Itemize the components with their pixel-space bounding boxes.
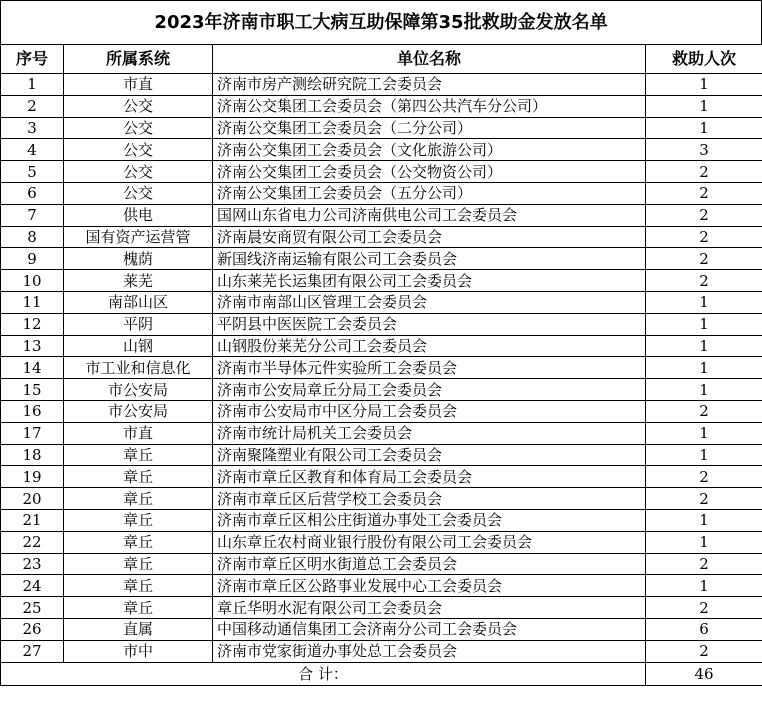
table-row xyxy=(1,204,762,226)
row-index: 1 xyxy=(1,74,64,96)
row-unit-name: 济南聚隆塑业有限公司工会委员会 xyxy=(213,444,646,466)
row-index: 12 xyxy=(1,313,64,335)
row-unit-name: 济南市章丘区后营学校工会委员会 xyxy=(213,488,646,510)
row-index: 16 xyxy=(1,400,64,422)
row-unit-name: 中国移动通信集团工会济南分公司工会委员会 xyxy=(213,618,646,640)
row-index: 24 xyxy=(1,575,64,597)
header-system: 所属系统 xyxy=(64,45,213,74)
row-unit-name: 山东章丘农村商业银行股份有限公司工会委员会 xyxy=(213,531,646,553)
row-system: 章丘 xyxy=(64,553,213,575)
row-count: 1 xyxy=(646,357,762,379)
row-unit-name: 济南市公安局市中区分局工会委员会 xyxy=(213,400,646,422)
row-system: 直属 xyxy=(64,618,213,640)
row-index: 3 xyxy=(1,117,64,139)
table-row xyxy=(1,182,762,204)
row-count: 2 xyxy=(646,248,762,270)
row-count: 2 xyxy=(646,466,762,488)
table-row xyxy=(1,248,762,270)
header-count: 救助人次 xyxy=(646,45,762,74)
table-row xyxy=(1,161,762,183)
row-count: 1 xyxy=(646,531,762,553)
row-unit-name: 济南市统计局机关工会委员会 xyxy=(213,422,646,444)
row-system: 市工业和信息化 xyxy=(64,357,213,379)
row-unit-name: 章丘华明水泥有限公司工会委员会 xyxy=(213,597,646,619)
table-row xyxy=(1,618,762,640)
row-count: 1 xyxy=(646,422,762,444)
row-index: 20 xyxy=(1,488,64,510)
row-unit-name: 新国线济南运输有限公司工会委员会 xyxy=(213,248,646,270)
total-row xyxy=(1,662,762,685)
table-row xyxy=(1,226,762,248)
table-row xyxy=(1,640,762,662)
row-unit-name: 济南市章丘区教育和体育局工会委员会 xyxy=(213,466,646,488)
row-unit-name: 济南市章丘区明水街道总工会委员会 xyxy=(213,553,646,575)
row-count: 1 xyxy=(646,74,762,96)
relief-list-table xyxy=(0,44,762,686)
row-unit-name: 济南公交集团工会委员会（公交物资公司） xyxy=(213,161,646,183)
row-index: 2 xyxy=(1,95,64,117)
row-system: 供电 xyxy=(64,204,213,226)
row-unit-name: 济南市章丘区相公庄街道办事处工会委员会 xyxy=(213,509,646,531)
row-index: 15 xyxy=(1,379,64,401)
row-system: 章丘 xyxy=(64,575,213,597)
row-system: 章丘 xyxy=(64,597,213,619)
row-system: 平阴 xyxy=(64,313,213,335)
total-label: 合 计： xyxy=(1,662,646,685)
row-count: 1 xyxy=(646,313,762,335)
row-count: 2 xyxy=(646,270,762,292)
row-index: 13 xyxy=(1,335,64,357)
row-system: 市公安局 xyxy=(64,400,213,422)
table-row xyxy=(1,335,762,357)
row-unit-name: 济南市南部山区管理工会委员会 xyxy=(213,291,646,313)
total-value: 46 xyxy=(646,662,762,685)
row-system: 市直 xyxy=(64,422,213,444)
row-unit-name: 济南市党家街道办事处总工会委员会 xyxy=(213,640,646,662)
table-row xyxy=(1,531,762,553)
row-unit-name: 济南公交集团工会委员会（二分公司） xyxy=(213,117,646,139)
row-system: 槐荫 xyxy=(64,248,213,270)
row-unit-name: 济南公交集团工会委员会（第四公共汽车分公司） xyxy=(213,95,646,117)
row-index: 19 xyxy=(1,466,64,488)
row-index: 6 xyxy=(1,182,64,204)
row-count: 6 xyxy=(646,618,762,640)
table-row xyxy=(1,95,762,117)
row-count: 1 xyxy=(646,291,762,313)
row-count: 1 xyxy=(646,335,762,357)
row-count: 1 xyxy=(646,575,762,597)
row-system: 公交 xyxy=(64,139,213,161)
header-row xyxy=(1,45,762,74)
table-row xyxy=(1,270,762,292)
row-count: 1 xyxy=(646,509,762,531)
header-unit-name: 单位名称 xyxy=(213,45,646,74)
table-row xyxy=(1,466,762,488)
row-system: 章丘 xyxy=(64,509,213,531)
row-unit-name: 济南市章丘区公路事业发展中心工会委员会 xyxy=(213,575,646,597)
row-index: 4 xyxy=(1,139,64,161)
row-count: 3 xyxy=(646,139,762,161)
table-row xyxy=(1,139,762,161)
row-system: 莱芜 xyxy=(64,270,213,292)
row-system: 市公安局 xyxy=(64,379,213,401)
row-unit-name: 济南市半导体元件实验所工会委员会 xyxy=(213,357,646,379)
row-index: 22 xyxy=(1,531,64,553)
row-unit-name: 济南公交集团工会委员会（文化旅游公司） xyxy=(213,139,646,161)
row-count: 2 xyxy=(646,640,762,662)
row-system: 公交 xyxy=(64,182,213,204)
header-index: 序号 xyxy=(1,45,64,74)
row-system: 公交 xyxy=(64,95,213,117)
table-row xyxy=(1,597,762,619)
row-count: 2 xyxy=(646,597,762,619)
table-row xyxy=(1,400,762,422)
row-system: 章丘 xyxy=(64,531,213,553)
table-row xyxy=(1,313,762,335)
row-index: 10 xyxy=(1,270,64,292)
row-count: 1 xyxy=(646,444,762,466)
row-index: 9 xyxy=(1,248,64,270)
table-row xyxy=(1,553,762,575)
row-count: 2 xyxy=(646,553,762,575)
table-row xyxy=(1,74,762,96)
row-index: 27 xyxy=(1,640,64,662)
table-row xyxy=(1,291,762,313)
row-system: 山钢 xyxy=(64,335,213,357)
row-unit-name: 济南市公安局章丘分局工会委员会 xyxy=(213,379,646,401)
row-system: 南部山区 xyxy=(64,291,213,313)
row-index: 23 xyxy=(1,553,64,575)
row-unit-name: 山钢股份莱芜分公司工会委员会 xyxy=(213,335,646,357)
row-unit-name: 平阴县中医医院工会委员会 xyxy=(213,313,646,335)
row-system: 市中 xyxy=(64,640,213,662)
row-system: 章丘 xyxy=(64,444,213,466)
row-count: 2 xyxy=(646,182,762,204)
row-unit-name: 国网山东省电力公司济南供电公司工会委员会 xyxy=(213,204,646,226)
row-index: 7 xyxy=(1,204,64,226)
row-index: 5 xyxy=(1,161,64,183)
row-system: 公交 xyxy=(64,161,213,183)
table-row xyxy=(1,357,762,379)
table-row xyxy=(1,422,762,444)
row-count: 2 xyxy=(646,204,762,226)
row-count: 2 xyxy=(646,226,762,248)
row-system: 章丘 xyxy=(64,466,213,488)
row-index: 14 xyxy=(1,357,64,379)
row-unit-name: 济南市房产测绘研究院工会委员会 xyxy=(213,74,646,96)
table-row xyxy=(1,117,762,139)
row-unit-name: 济南公交集团工会委员会（五分公司） xyxy=(213,182,646,204)
table-row xyxy=(1,379,762,401)
row-index: 21 xyxy=(1,509,64,531)
row-system: 公交 xyxy=(64,117,213,139)
row-count: 1 xyxy=(646,117,762,139)
row-system: 国有资产运营管 xyxy=(64,226,213,248)
table-row xyxy=(1,444,762,466)
row-count: 2 xyxy=(646,488,762,510)
row-count: 2 xyxy=(646,400,762,422)
table-row xyxy=(1,575,762,597)
row-index: 11 xyxy=(1,291,64,313)
row-count: 1 xyxy=(646,379,762,401)
row-unit-name: 山东莱芜长运集团有限公司工会委员会 xyxy=(213,270,646,292)
row-index: 25 xyxy=(1,597,64,619)
table-row xyxy=(1,488,762,510)
row-unit-name: 济南晨安商贸有限公司工会委员会 xyxy=(213,226,646,248)
document-title: 2023年济南市职工大病互助保障第35批救助金发放名单 xyxy=(0,0,762,44)
row-index: 26 xyxy=(1,618,64,640)
row-count: 1 xyxy=(646,95,762,117)
row-count: 2 xyxy=(646,161,762,183)
row-system: 章丘 xyxy=(64,488,213,510)
row-index: 8 xyxy=(1,226,64,248)
row-index: 18 xyxy=(1,444,64,466)
row-index: 17 xyxy=(1,422,64,444)
row-system: 市直 xyxy=(64,74,213,96)
table-row xyxy=(1,509,762,531)
